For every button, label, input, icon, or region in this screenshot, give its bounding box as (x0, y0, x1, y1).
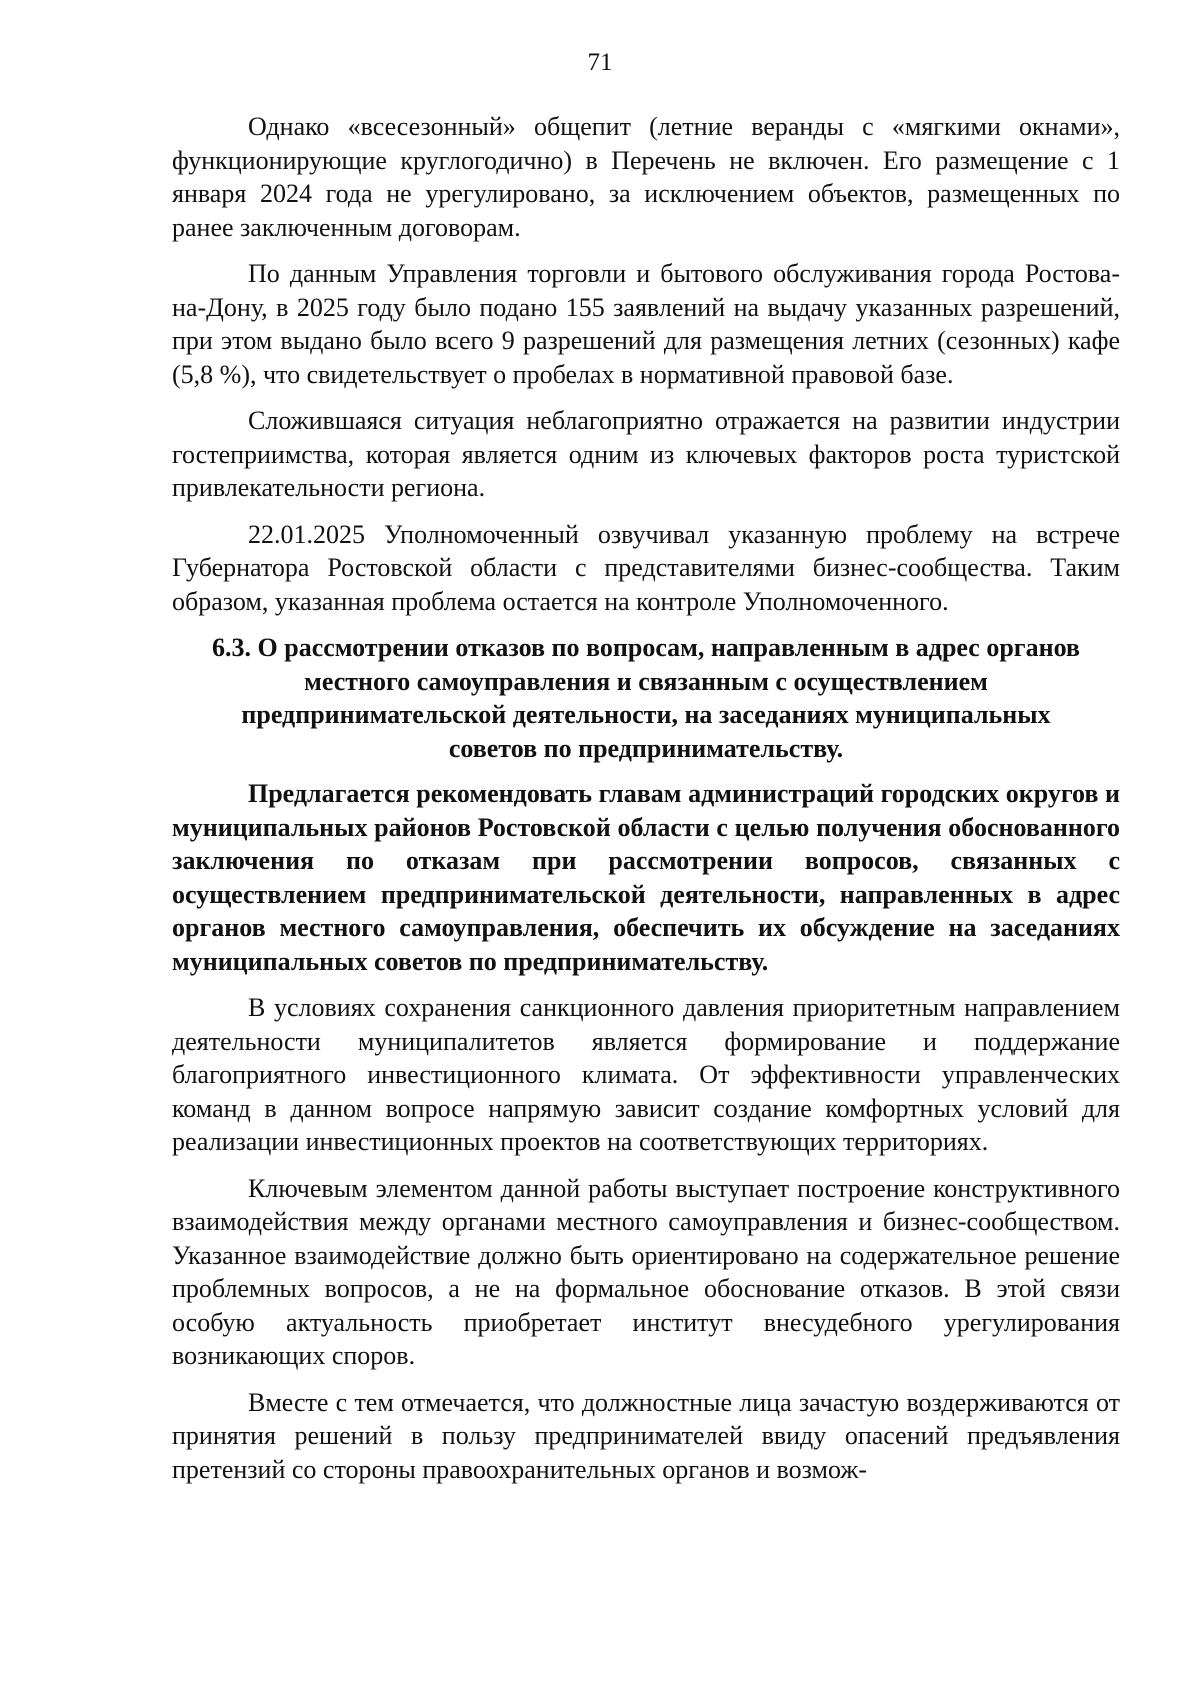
paragraph-governor-meeting: 22.01.2025 Уполномоченный озвучивал указанную проблему на встрече Губернатора Ростовской области с представителями бизнес-сообщества. Таким образом, указанная проблема остается на контроле Уполномоченного. (172, 519, 1120, 616)
page-number: 71 (587, 49, 613, 76)
paragraph-rostov-statistics: По данным Управления торговли и бытового обслуживания города Ростова-на-Дону, в 2025 году было подано 155 заявлений на выдачу указанных разрешений, при этом выдано было всего 9 разрешений для размещения летних (сезонных) кафе (5,8 %), что свидетельствует о пробелах в нормативной правовой базе. (172, 259, 1120, 389)
page-body (172, 110, 1120, 1499)
paragraph-all-season-catering: Однако «всесезонный» общепит (летние веранды с «мягкими окнами», функционирующие круглогодично) в Перечень не включен. Его размещение с 1 января 2024 года не урегулировано, за исключением объектов, размещенных по ранее заключенным договорам. (172, 112, 1120, 242)
paragraph-hospitality-impact: Сложившаяся ситуация неблагоприятно отражается на развитии индустрии гостеприимства, которая является одним из ключевых факторов роста туристской привлекательности региона. (172, 406, 1120, 502)
paragraph-investment-climate: В условиях сохранения санкционного давления приоритетным направлением деятельности муниципалитетов является формирование и поддержание благоприятного инвестиционного климата. От эффективности управленческих команд в данном вопросе напрямую зависит создание комфортных условий для реализации инвестиционных проектов на соответствующих территориях. (172, 993, 1120, 1156)
paragraph-officials-caution: Вместе с тем отмечается, что должностные лица зачастую воздерживаются от принятия решений в пользу предпринимателей ввиду опасений предъявления претензий со стороны правоохранительных органов и возмож- (172, 1387, 1120, 1484)
section-heading-6-3: 6.3. О рассмотрении отказов по вопросам, направленным в адрес органов местного самоуправления и связанным с осуществлением предпринимательской деятельности, на заседаниях муниципальных советов по предпринимательству. (212, 633, 1080, 763)
paragraph-business-interaction: Ключевым элементом данной работы выступает построение конструктивного взаимодействия между органами местного самоуправления и бизнес-сообществом. Указанное взаимодействие должно быть ориентировано на содержательное решение проблемных вопросов, а не на формальное обоснование отказов. В этой связи особую актуальность приобретает институт внесудебного урегулирования возникающих споров. (172, 1173, 1120, 1370)
recommendation-paragraph: Предлагается рекомендовать главам администраций городских округов и муниципальных районов Ростовской области с целью получения обоснованного заключения по отказам при рассмотрении вопросов, связанных с осуществлением предпринимательской деятельности, направленных в адрес органов местного самоуправления, обеспечить их обсуждение на заседаниях муниципальных советов по предпринимательству. (172, 779, 1120, 976)
